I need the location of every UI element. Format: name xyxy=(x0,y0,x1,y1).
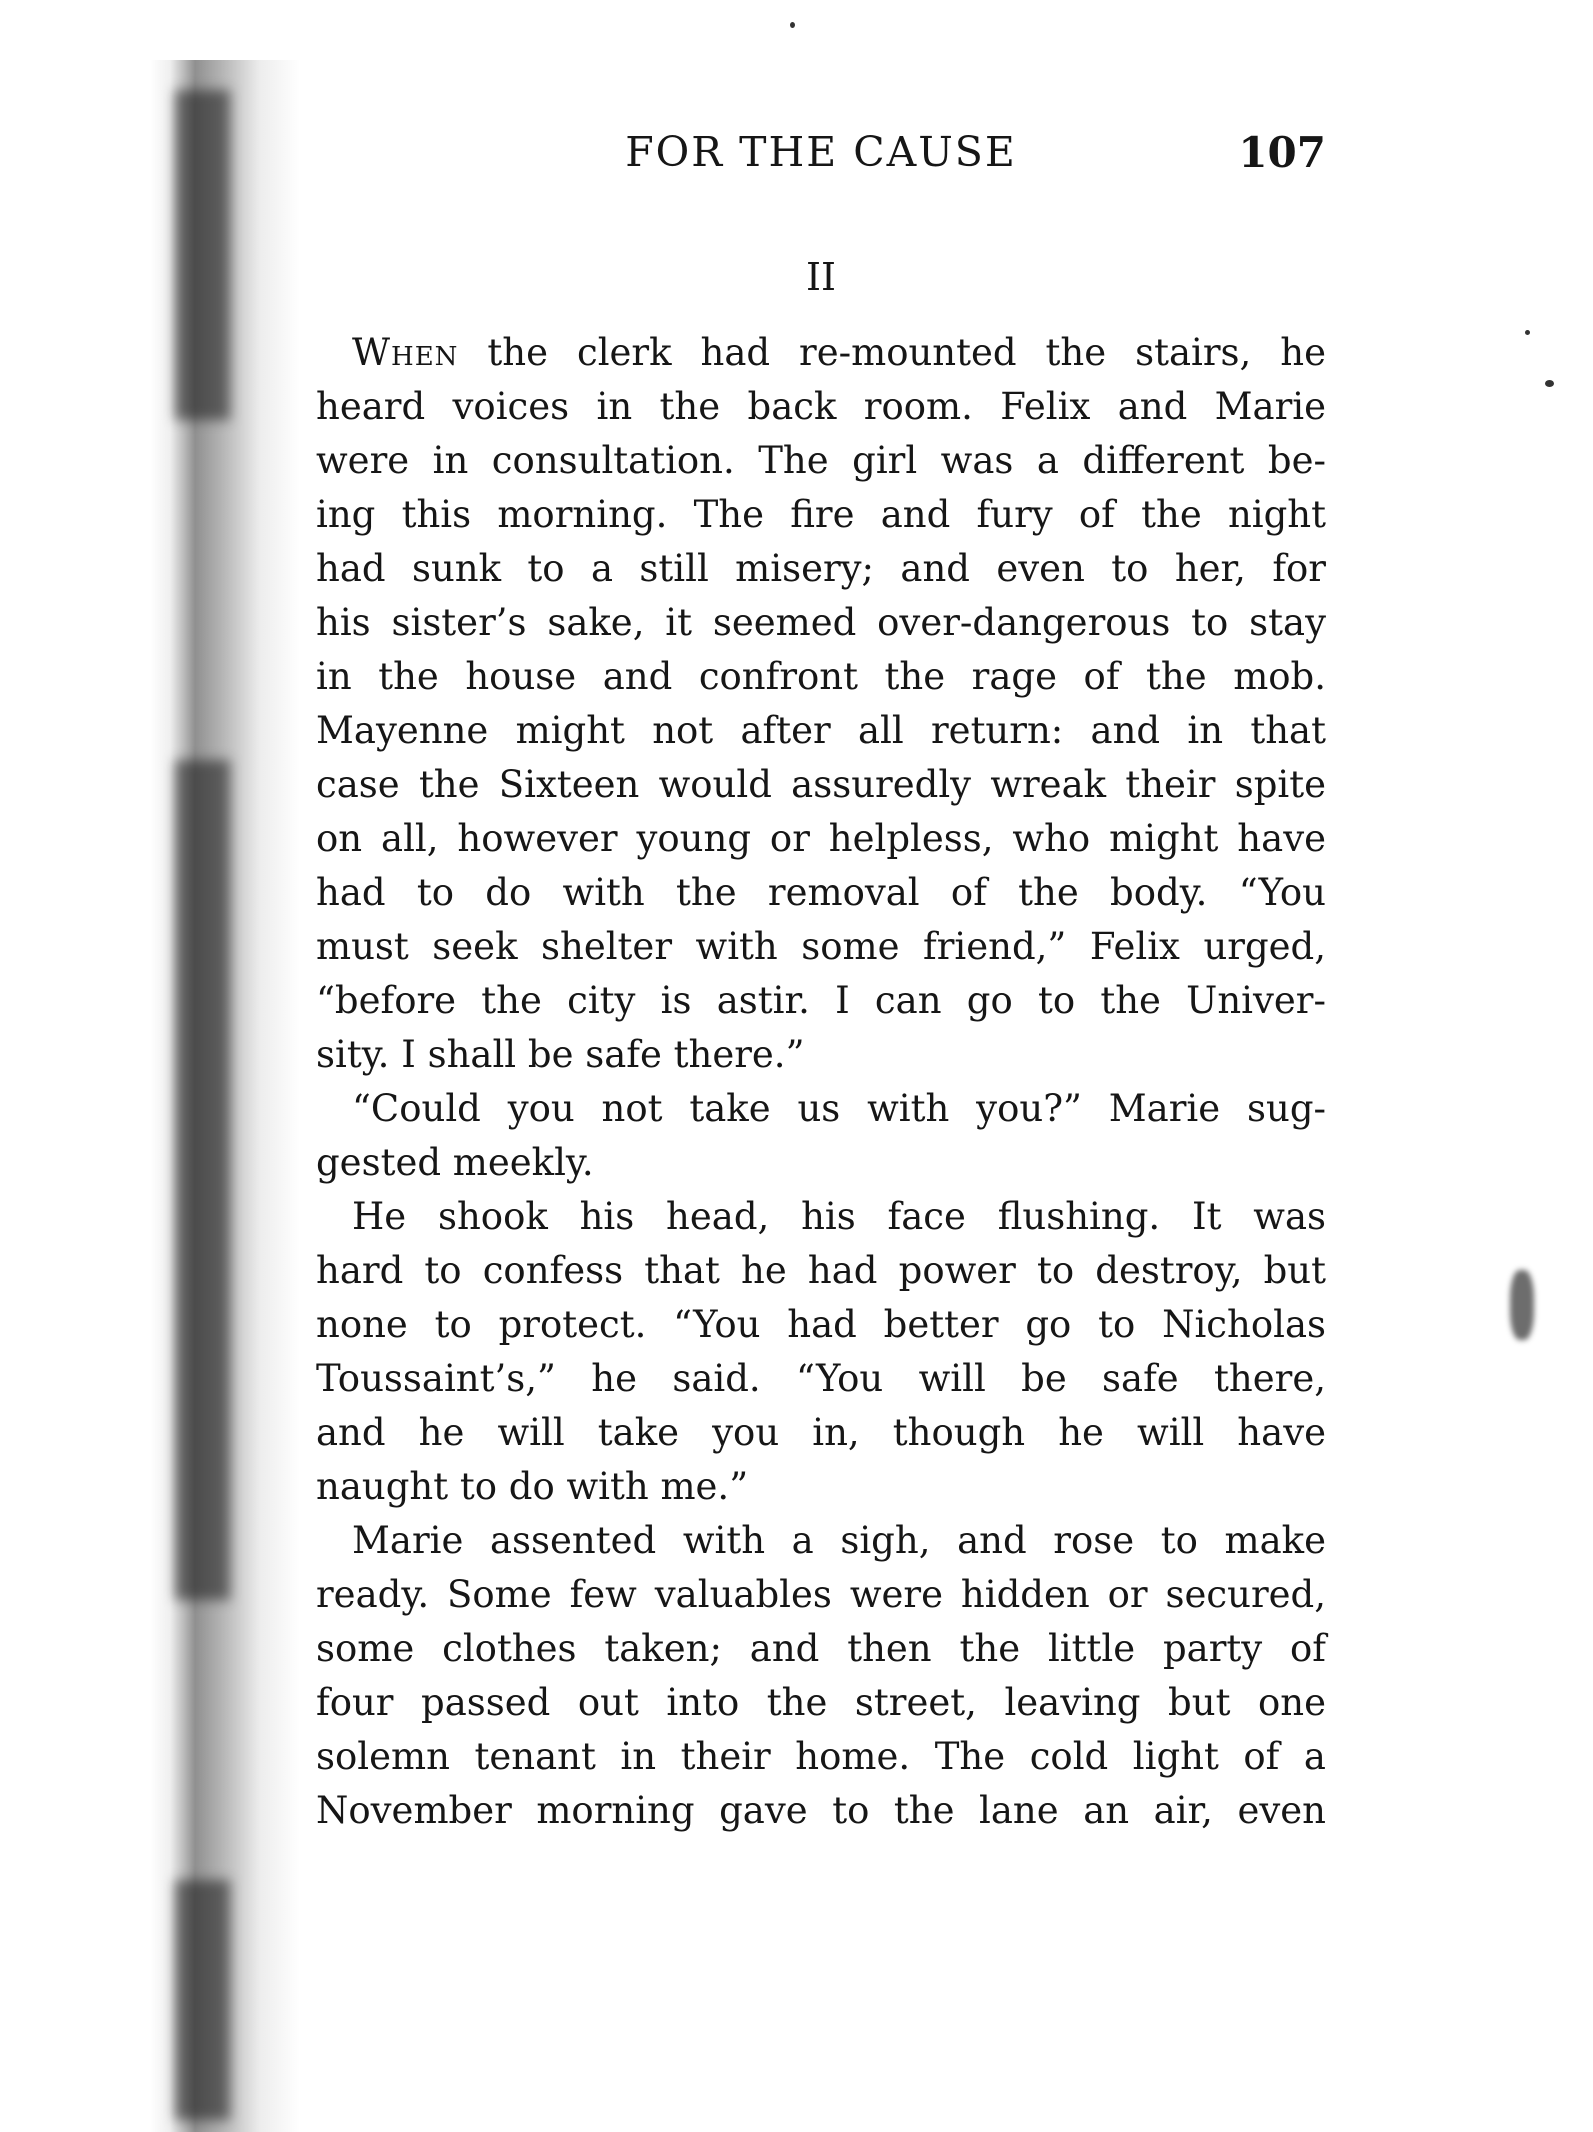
text-line: case the Sixteen would assuredly wreak their spite xyxy=(316,763,1326,806)
text-line: heard voices in the back room. Felix and Marie xyxy=(316,385,1326,428)
running-title: FOR THE CAUSE xyxy=(625,128,1017,176)
section-heading: II xyxy=(805,255,837,299)
running-head xyxy=(316,128,1326,188)
text-line: four passed out into the street, leaving but one xyxy=(316,1681,1326,1724)
text-line: must seek shelter with some friend,” Felix urged, xyxy=(316,925,1326,968)
text-line: in the house and confront the rage of the mob. xyxy=(316,655,1326,698)
gutter-shadow-band-3 xyxy=(175,1880,230,2120)
text-line: hard to confess that he had power to destroy, but xyxy=(316,1249,1326,1292)
dust-speck xyxy=(1545,380,1554,387)
text-line: sity. I shall be safe there.” xyxy=(316,1033,805,1076)
dust-speck xyxy=(790,22,795,28)
text-line: had to do with the removal of the body. “You xyxy=(316,871,1326,914)
dust-speck xyxy=(1525,330,1530,335)
text-line: were in consultation. The girl was a different be- xyxy=(316,439,1326,482)
text-line: on all, however young or helpless, who might have xyxy=(316,817,1326,860)
text-line: November morning gave to the lane an air, even xyxy=(316,1789,1326,1832)
text-line: Toussaint’s,” he said. “You will be safe there, xyxy=(316,1357,1326,1400)
text-line: Marie assented with a sigh, and rose to make xyxy=(352,1519,1326,1562)
text-line: and he will take you in, though he will have xyxy=(316,1411,1326,1454)
text-line: “before the city is astir. I can go to the Univer- xyxy=(316,979,1326,1022)
text-line: ing this morning. The fire and fury of the night xyxy=(316,493,1326,536)
drop-word: When xyxy=(352,331,459,374)
gutter-shadow-band-2 xyxy=(175,760,230,1600)
text-line: had sunk to a still misery; and even to her, for xyxy=(316,547,1326,590)
text-line: gested meekly. xyxy=(316,1141,594,1184)
text-line: none to protect. “You had better go to Nicholas xyxy=(316,1303,1326,1346)
text-line: some clothes taken; and then the little party of xyxy=(316,1627,1326,1670)
text-line: solemn tenant in their home. The cold light of a xyxy=(316,1735,1326,1778)
gutter-shadow-band-1 xyxy=(175,90,230,420)
text-line: “Could you not take us with you?” Marie sug- xyxy=(352,1087,1326,1130)
text-line: When the clerk had re-mounted the stairs, he xyxy=(352,331,1326,374)
text-line: his sister’s sake, it seemed over-dangerous to stay xyxy=(316,601,1326,644)
edge-ink-blot xyxy=(1510,1270,1534,1340)
text-line: ready. Some few valuables were hidden or secured, xyxy=(316,1573,1326,1616)
text-line: naught to do with me.” xyxy=(316,1465,749,1508)
page-number: 107 xyxy=(1238,128,1326,177)
body-text xyxy=(316,326,1326,1838)
text-line: Mayenne might not after all return: and in that xyxy=(316,709,1326,752)
text-line: He shook his head, his face flushing. It was xyxy=(352,1195,1326,1238)
